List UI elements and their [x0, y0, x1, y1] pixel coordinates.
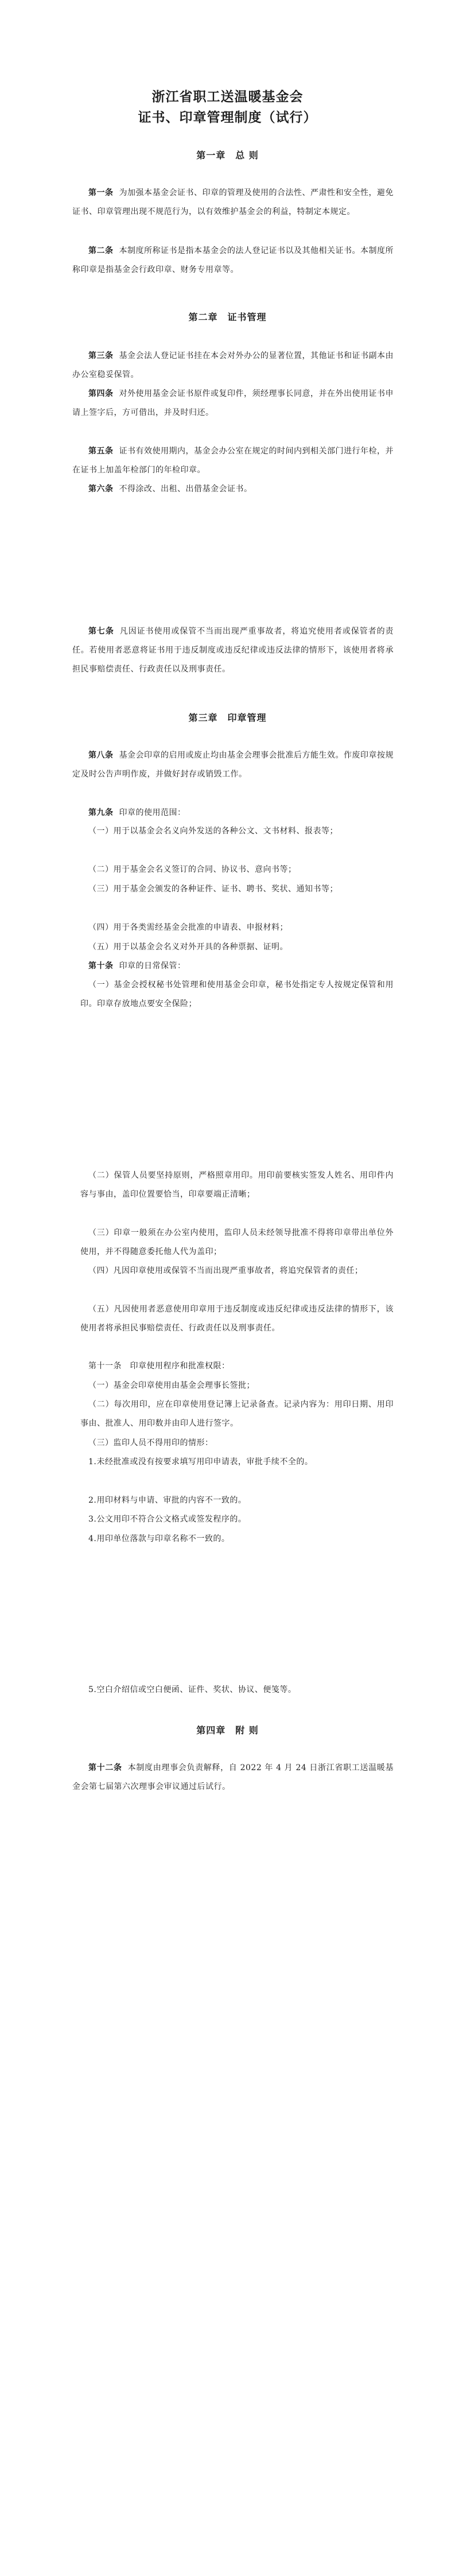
article-2-label: 第二条	[88, 246, 114, 255]
article-8-label: 第八条	[88, 751, 114, 760]
article-3-label: 第三条	[88, 351, 114, 360]
article-11-item-2: （二）每次用印，应在印章使用登记簿上记录备查。记录内容为：用印日期、用印事由、批准人、用印数并由印人进行签字。	[80, 1400, 394, 1428]
article-7	[72, 622, 394, 679]
article-10-item-4: （四）凡因印章使用或保管不当而出现严重事故者，将追究保管者的责任；	[88, 1266, 363, 1275]
article-3	[72, 347, 394, 385]
article-2-text: 本制度所称证书是指本基金会的法人登记证书以及其他相关证书。本制度所称印章是指基金会行政印章、财务专用章等。	[72, 246, 394, 274]
chapter3-heading: 第三章 印章管理	[188, 712, 267, 723]
article-10-item-3: （三）印章一般须在办公室内使用，监印人员未经领导批准不得将印章带出单位外使用，并不得随意委托他人代为盖印；	[80, 1228, 394, 1256]
chapter4-heading: 第四章 附 则	[196, 1725, 259, 1736]
article-8-text: 基金会印章的启用或废止均由基金会理事会批准后方能生效。作废印章按规定及时公告声明作废，并做好封存或销毁工作。	[72, 751, 394, 779]
article-4-text: 对外使用基金会证书原件或复印件，须经理事长同意，并在外出使用证书申请上签字后，方可借出，并及时归还。	[72, 389, 394, 417]
article-10-text: 印章的日常保管：	[119, 961, 186, 971]
article-11-item-1: （一）基金会印章使用由基金会理事长签批；	[88, 1381, 255, 1390]
article-9-item-3: （三）用于基金会颁发的各种证件、证书、聘书、奖状、通知书等；	[88, 884, 338, 894]
chapter2-heading: 第二章 证书管理	[188, 312, 267, 323]
article-4-label: 第四条	[88, 389, 114, 398]
article-7-label: 第七条	[88, 627, 114, 636]
article-7-text: 凡因证书使用或保管不当而出现严重事故者，将追究使用者或保管者的责任。若使用者恶意将证书用于违反制度或违反纪律或违反法律的情形下，该使用者将承担民事赔偿责任、行政责任以及刑事责任。	[72, 627, 394, 674]
article-11-item-6: 3.公文用印不符合公文格式或签发程序的。	[88, 1515, 247, 1524]
article-9-text: 印章的使用范围：	[119, 808, 186, 817]
article-12-label: 第十二条	[88, 1763, 122, 1772]
article-11: 第十一条 印章使用程序和批准权限：	[88, 1361, 230, 1371]
article-8	[72, 746, 394, 784]
article-11-item-8: 5.空白介绍信或空白便函、证件、奖状、协议、便笺等。	[88, 1685, 297, 1694]
article-9-item-4: （四）用于各类需经基金会批准的申请表、申报材料；	[88, 923, 288, 932]
article-3-text: 基金会法人登记证书挂在本会对外办公的显著位置，其他证书和证书副本由办公室稳妥保管。	[72, 351, 394, 379]
article-12	[72, 1759, 394, 1797]
article-4	[72, 385, 394, 422]
document-title-line2: 证书、印章管理制度（试行）	[138, 110, 317, 125]
article-10-item-2: （二）保管人员要坚持原则，严格照章用印。用印前要核实签发人姓名、用印件内容与事由，盖印位置要恰当，印章要端正清晰；	[80, 1171, 394, 1199]
article-11-item-3: （三）监印人员不得用印的情形：	[88, 1438, 213, 1448]
article-5-text: 证书有效使用期内，基金会办公室在规定的时间内到相关部门进行年检，并在证书上加盖年检部门的年检印章。	[72, 447, 394, 475]
document-title-line1: 浙江省职工送温暖基金会	[151, 90, 304, 104]
article-10	[72, 957, 394, 976]
article-5	[72, 442, 394, 480]
article-2	[72, 242, 394, 280]
article-6-label: 第六条	[88, 484, 114, 494]
article-1-text: 为加强本基金会证书、印章的管理及使用的合法性、严肃性和安全性，避免证书、印章管理出现不规范行为，以有效维护基金会的利益，特制定本规定。	[72, 188, 394, 216]
article-10-label: 第十条	[88, 961, 114, 971]
article-10-item-1: （一）基金会授权秘书处管理和使用基金会印章，秘书处指定专人按规定保管和用印。印章存放地点要安全保险；	[80, 980, 394, 1008]
article-11-item-5: 2.用印材料与申请、审批的内容不一致的。	[88, 1496, 247, 1505]
article-9-item-2: （二）用于基金会名义签订的合同、协议书、意向书等；	[88, 865, 297, 874]
article-12-text: 本制度由理事会负责解释，自 2022 年 4 月 24 日浙江省职工送温暖基金会第七届第六次理事会审议通过后试行。	[72, 1763, 394, 1791]
chapter1-heading: 第一章 总 则	[196, 150, 259, 161]
article-5-label: 第五条	[88, 447, 114, 456]
article-1	[72, 184, 394, 222]
article-11-item-7: 4.用印单位落款与印章名称不一致的。	[88, 1534, 230, 1543]
article-10-item-5: （五）凡因使用者恶意使用印章用于违反制度或违反纪律或违反法律的情形下，该使用者将承担民事赔偿责任、行政责任以及刑事责任。	[80, 1305, 394, 1333]
article-11-item-4: 1.未经批准或没有按要求填写用印申请表，审批手续不全的。	[88, 1457, 313, 1467]
article-9-item-5: （五）用于以基金会名义对外开具的各种票据、证明。	[88, 942, 288, 952]
article-6-text: 不得涂改、出租、出借基金会证书。	[119, 484, 252, 494]
article-6	[72, 480, 394, 499]
article-9	[72, 804, 394, 823]
article-9-item-1: （一）用于以基金会名义向外发送的各种公文、文书材料、报表等；	[88, 827, 338, 836]
article-1-label: 第一条	[88, 188, 114, 197]
article-9-label: 第九条	[88, 808, 114, 817]
